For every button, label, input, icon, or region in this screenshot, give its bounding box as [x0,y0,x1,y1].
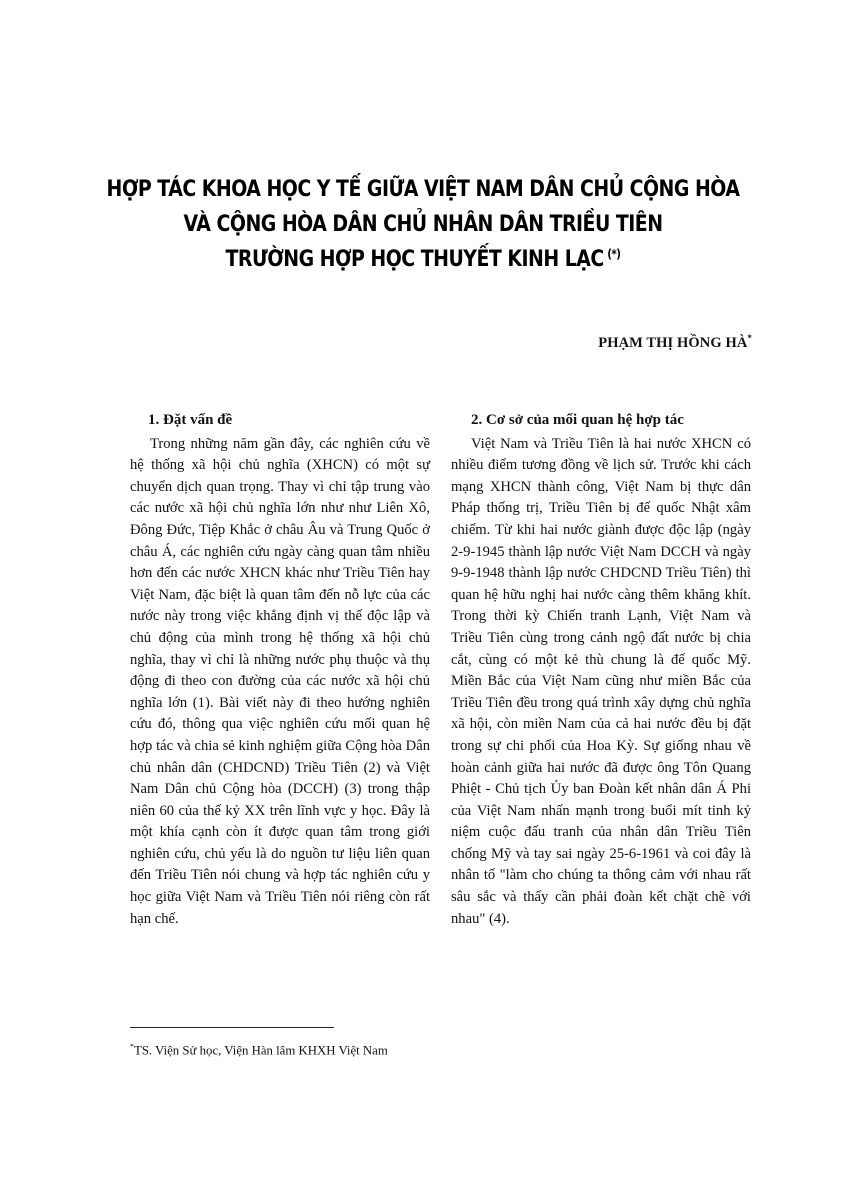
title-note-mark: (*) [607,246,621,261]
footnote-divider [130,1027,334,1028]
left-column [130,410,430,930]
title-line-3 [59,242,787,277]
title-line-3-text: TRƯỜNG HỢP HỌC THUYẾT KINH LẠC [225,247,604,272]
right-column [451,410,751,930]
author-mark: * [747,333,752,343]
section-1-paragraph: Trong những năm gần đây, các nghiên cứu về hệ thống xã hội chủ nghĩa (XHCN) có một sự chuyển dịch quan trọng. Thay vì chỉ tập trung vào các nước xã hội chủ nghĩa lớn như như Liên Xô, Đông Đức, Tiệp Khắc ở châu Âu và Trung Quốc ở châu Á, các nghiên cứu ngày càng quan tâm nhiều hơn đến các nước XHCN khác như Triều Tiên hay Việt Nam, đặc biệt là quan tâm đến nỗ lực của các nước này trong việc khẳng định vị thế độc lập và chủ động của mình trong hệ thống xã hội chủ nghĩa, thay vì chỉ là những nước phụ thuộc và thụ động đi theo con đường của các nước xã hội chủ nghĩa lớn (1). Bài viết này đi theo hướng nghiên cứu đó, thông qua việc nghiên cứu mối quan hệ hợp tác và chia sẻ kinh nghiệm giữa Cộng hòa Dân chủ nhân dân (CHDCND) Triều Tiên (2) và Việt Nam Dân chủ Cộng hòa (DCCH) (3) trong thập niên 60 của thế kỷ XX trên lĩnh vực y học. Đây là một khía cạnh còn ít được quan tâm trong giới nghiên cứu, chủ yếu là do nguồn tư liệu liên quan đến Triều Tiên nói chung và hợp tác nghiên cứu y học giữa Việt Nam và Triều Tiên nói riêng còn rất hạn chế. [130,435,430,927]
footnote-text: TS. Viện Sử học, Viện Hàn lâm KHXH Việt Nam [134,1043,388,1058]
article-title [0,172,846,277]
title-line-1: HỢP TÁC KHOA HỌC Y TẾ GIỮA VIỆT NAM DÂN CHỦ CỘNG HÒA [106,177,740,202]
section-heading-2: 2. Cơ sở của mối quan hệ hợp tác [471,412,684,428]
title-line-2: VÀ CỘNG HÒA DÂN CHỦ NHÂN DÂN TRIỀU TIÊN [183,212,663,237]
section-2-paragraph: Việt Nam và Triều Tiên là hai nước XHCN có nhiều điểm tương đồng về lịch sử. Trước khi cách mạng XHCN thành công, Việt Nam bị thực dân Pháp thống trị, Triều Tiên bị đế quốc Nhật xâm chiếm. Từ khi hai nước giành được độc lập (ngày 2-9-1945 thành lập nước Việt Nam DCCH và ngày 9-9-1948 thành lập nước CHDCND Triều Tiên) thì quan hệ hữu nghị hai nước càng thêm khăng khít. Trong thời kỳ Chiến tranh Lạnh, Việt Nam và Triều Tiên cùng trong cảnh ngộ đất nước bị chia cắt, cùng có một kẻ thù chung là đế quốc Mỹ. Miền Bắc của Việt Nam cũng như miền Bắc của Triều Tiên đều trong quá trình xây dựng chủ nghĩa xã hội, còn miền Nam của cả hai nước đều bị đặt trong sự chi phối của Hoa Kỳ. Sự giống nhau về hoàn cảnh giữa hai nước đã được ông Tôn Quang Phiệt - Chủ tịch Ủy ban Đoàn kết nhân dân Á Phi của Việt Nam nhấn mạnh trong buổi mít tinh kỷ niệm cuộc đấu tranh của nhân dân Triều Tiên chống Mỹ và tay sai ngày 25-6-1961 và coi đây là nhân tố "làm cho chúng ta thông cảm với nhau rất sâu sắc và thấy cần phải đoàn kết chặt chẽ với nhau" (4). [451,435,751,927]
footnote [130,1038,388,1059]
author-name [598,333,752,352]
section-heading-1: 1. Đặt vấn đề [148,412,233,428]
author-name-text: PHẠM THỊ HỒNG HÀ [598,334,748,351]
footnote-mark: * [130,1042,134,1051]
